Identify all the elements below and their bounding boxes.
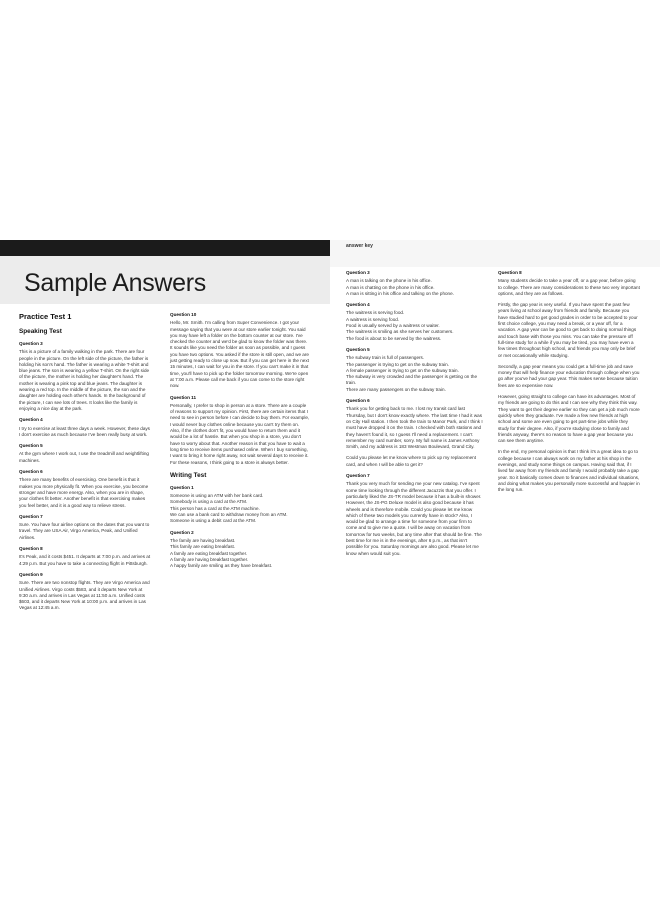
answer-line: Someone is using a debit card at the ATM. [170, 518, 257, 524]
running-head: answer key [346, 243, 373, 249]
answer-text: I try to exercise at least three days a week. However, these days I don't exercise as much because I've been really busy at work. [19, 425, 150, 437]
answer-block [498, 270, 640, 494]
question-heading: Question 2 [170, 529, 194, 535]
answer-paragraph: Could you please let me know where to pick up my replacement card, and when I will be able to get it? [346, 455, 476, 467]
answer-block [170, 312, 310, 390]
answer-paragraph: However, going straight to college can have its advantages. Most of my friends are going to do this and I can see why they think this way. They want to get their degree earlier so they can get a job much more quickly when they graduate. I've made a few new friends at high school and some are even going to get part-time jobs while they study for their degree. Also, if you're studying close to family and friends anyway, there's no reason to have a gap year because you can see them anytime. [498, 394, 640, 444]
answer-lines [170, 538, 310, 569]
right-column-1 [346, 270, 483, 562]
answer-text: There are many benefits of exercising. One benefit is that it makes you more physically fit. When you exercise, you become stronger and have more energy. Also, when you are in shape, your clothes fit better. Another benefit is that exercising makes you feel better, and it is a good way to relieve stress. [19, 477, 149, 508]
title-band [0, 256, 330, 304]
question-heading: Question 10 [170, 312, 197, 317]
answer-line: The waitress is serving food. [346, 310, 405, 316]
answer-line: This person has a card at the ATM machine. [170, 505, 260, 511]
answer-block [346, 398, 483, 468]
answer-text: Hello, Mr. Smith. I'm calling from Super Convenience. I got your message saying that you were at our store earlier tonight. You said you may have left a folder on the bottom counter at our store. I've checked the counter and we'd be glad to know the folder was there. It sounds like you need the folder as soon as possible, and I guess you have two options. You asked if the store is still open, and we are just getting ready to close up now. But if you can get here in the next 15 minutes, I can wait for you in the store. If you can't make it in that time, you'll have to pick up the folder tomorrow morning. We're open at 7:00 a.m. Please call me back if you can come to the store right now. [170, 320, 309, 389]
question-heading: Question 8 [19, 546, 43, 552]
answer-block [19, 514, 151, 541]
answer-block [346, 473, 483, 557]
answer-line: We can use a bank card to withdraw money from an ATM. [170, 512, 288, 518]
answer-paragraph: In the end, my personal opinion is that I think it's a great idea to go to college because I can always work on my father at his shop in the evenings, and study some things on campus. Having said that, if I lived far away from my friends and family I would probably take a gap year. So it basically comes down to finances and individual situations, and doing what makes you personally more successful and happier in the long run. [498, 449, 640, 493]
question-heading: Question 4 [346, 302, 370, 308]
question-heading: Question 11 [170, 394, 197, 400]
question-heading: Question 7 [346, 473, 370, 479]
question-heading: Question 4 [19, 417, 43, 423]
answer-lines [346, 278, 483, 297]
answer-block [19, 469, 151, 509]
answer-line: A waitress is serving food. [346, 316, 400, 322]
answer-text: This is a picture of a family walking in the park. There are four people in the picture. On the left side of the picture, the father is holding his son's hand. The father is wearing a white T-shirt and blue jeans. The son is wearing a yellow T-shirt. On the right side of the picture, the mother is holding her daughter's hand. The mother is wearing a pink top and blue jeans. The daughter is wearing a red top. In the middle of the picture, the son and the daughter are holding each other's hands. In the background of the picture, I can see lots of trees. It looks like the family is enjoying a nice day at the park. [19, 349, 150, 411]
left-column-2 [170, 312, 310, 574]
left-column-1 [19, 312, 151, 617]
answer-line: A family are eating breakfast together. [170, 550, 248, 556]
question-heading: Question 3 [346, 270, 370, 275]
answer-block [170, 395, 310, 466]
answer-block [346, 347, 483, 393]
answer-line: Somebody is using a card at the ATM. [170, 499, 248, 505]
answer-block [19, 546, 151, 567]
answer-line: Someone is using an ATM with her bank card. [170, 493, 264, 499]
answer-line: A happy family are smiling as they have breakfast. [170, 563, 273, 569]
answer-text: At the gym where I work out, I use the treadmill and weightlifting machines. [19, 451, 149, 463]
question-heading: Question 8 [498, 270, 522, 275]
question-heading: Question 6 [346, 398, 370, 404]
answer-line: This family are eating breakfast. [170, 544, 236, 550]
answer-line: A family are having breakfast together. [170, 556, 249, 562]
writing-test-heading: Writing Test [170, 471, 207, 479]
answer-line: The food is about to be served by the waitress. [346, 335, 442, 341]
practice-test-heading: Practice Test 1 [19, 312, 72, 321]
page-title: Sample Answers [24, 269, 206, 297]
answer-block [19, 417, 151, 438]
answer-paragraph: Secondly, a gap year means you could get a full-time job and save money that will help finance your education through college when you go after you've had your gap year. This makes sense because tuition fees are so expensive now. [498, 363, 640, 388]
answer-line: A man is chatting on the phone in his office. [346, 284, 435, 290]
answer-block [19, 341, 151, 412]
answer-paragraph: Thank you for getting back to me. I lost my transit card last Thursday, but I don't know exactly where. The last time I had it was on City Hall station. I then took the train to Manor Park, and I think I must have dropped it on the train. I checked with both stations and they haven't found it, so I guess I'll need a replacement. I can't remember my card number, sorry. My full name is James Anthony Smith, and my address is 183 Westman Boulevard, Grand City. [346, 406, 483, 450]
right-header-band [330, 240, 660, 267]
answer-text: Sure. You have four airline options on the dates that you want to travel. They are USA Air, Virgo America, Peak, and Unified Airlines. [19, 522, 150, 540]
answer-line: A man is sitting in his office and talking on the phone. [346, 290, 454, 296]
question-heading: Question 5 [19, 443, 43, 449]
answer-block [19, 443, 151, 464]
answer-text: Sure. There are two nonstop flights. They are Virgo America and Unified Airlines. Virgo costs $583, and it departs New York at 9:30 a.m. and arrives in Las Vegas at 11:50 a.m. Unified costs $603, and it departs New York at 10:00 p.m. and arrives in Las Vegas at 12:45 a.m. [19, 580, 150, 611]
answer-text: It's Peak, and it costs $451. It departs at 7:00 p.m. and arrives at 4:29 p.m. But you have to take a connecting flight in Pittsburgh. [19, 554, 151, 566]
answer-line: The passenger is trying to get on the subway train. [346, 361, 449, 367]
answer-paragraph: Firstly, the gap year is very useful. If you have spent the past few years living at school away from friends and family. Because you have studied hard to get good grades in order to be accepted to your first choice college, you may need a break, or a year off, for a vacation. A gap year can be good to get back to doing normal things and touch base with those you miss. You can take the pressure off full-time study for a while if you may be tired, you may have even a few times throughout high school, and friends you may only be brief or met occasionally while studying. [498, 302, 638, 358]
answer-line: The subway train is full of passengers. [346, 355, 425, 361]
answer-line: A female passenger is trying to get on the subway train. [346, 367, 459, 373]
answer-line: A man is talking on the phone in his office. [346, 278, 432, 284]
right-column-2 [498, 270, 640, 499]
answer-line: Food is usually served by a waitress or waiter. [346, 323, 440, 329]
answer-line: The waitress is smiling as she serves her customers. [346, 329, 454, 335]
answer-line: There are many passengers on the subway train. [346, 386, 446, 392]
question-heading: Question 1 [170, 484, 194, 490]
answer-paragraph: Thank you very much for sending me your new catalog. I've spent some time looking through the different Jacuzzis that you offer. I particularly liked the JS-TR model because it has a built-in shower. However, the JS-PG Deluxe model is also good because it has wheels and is therefore mobile. Could you please let me know which of these two models you currently have in stock? Also, I would be glad to arrange a time for someone from your firm to come and to give me a quote. I will be away on vacation from tomorrow for two weeks, but any time after that should be fine. The best time for me is in the evenings, after 6 p.m., as that isn't possible for you. Saturday mornings are also good. Please let me know when would suit you. [346, 481, 482, 556]
header-dark-band [0, 240, 330, 256]
answer-block [346, 270, 483, 297]
answer-text: Personally, I prefer to shop in person at a store. There are a couple of reasons to support my opinion. First, there are certain items that I need to see in person before I can decide to buy them. For example, I would never buy clothes online because you can't try them on. Also, if the clothes don't fit, you would have to return them and it would be a lot of hassle. But when you shop in a store, you don't have to worry about that. Another reason is that you have to wait a long time to receive items purchased online. When I buy something, I want to bring it home right away, not wait several days to receive it. For these reasons, I think going to a store is always better. [170, 402, 310, 465]
answer-lines [170, 493, 310, 524]
answer-lines [346, 355, 483, 393]
question-heading: Question 6 [19, 469, 43, 475]
answer-block [19, 572, 151, 612]
answer-block [170, 485, 310, 525]
right-page [330, 0, 660, 904]
answer-block [346, 302, 483, 342]
answer-paragraph: Many students decide to take a year off, or a gap year, before going to college. There are many considerations to these two very important options, and they are as follows. [498, 278, 640, 296]
speaking-test-heading: Speaking Test [19, 328, 62, 335]
question-heading: Question 7 [19, 513, 43, 519]
answer-lines [346, 310, 483, 341]
question-heading: Question 9 [19, 571, 43, 577]
answer-block [170, 530, 310, 570]
question-heading: Question 3 [19, 341, 43, 346]
answer-line: The subway is very crowded and the passenger is getting on the train. [346, 374, 477, 386]
question-heading: Question 5 [346, 346, 370, 352]
answer-line: The family are having breakfast. [170, 537, 236, 543]
